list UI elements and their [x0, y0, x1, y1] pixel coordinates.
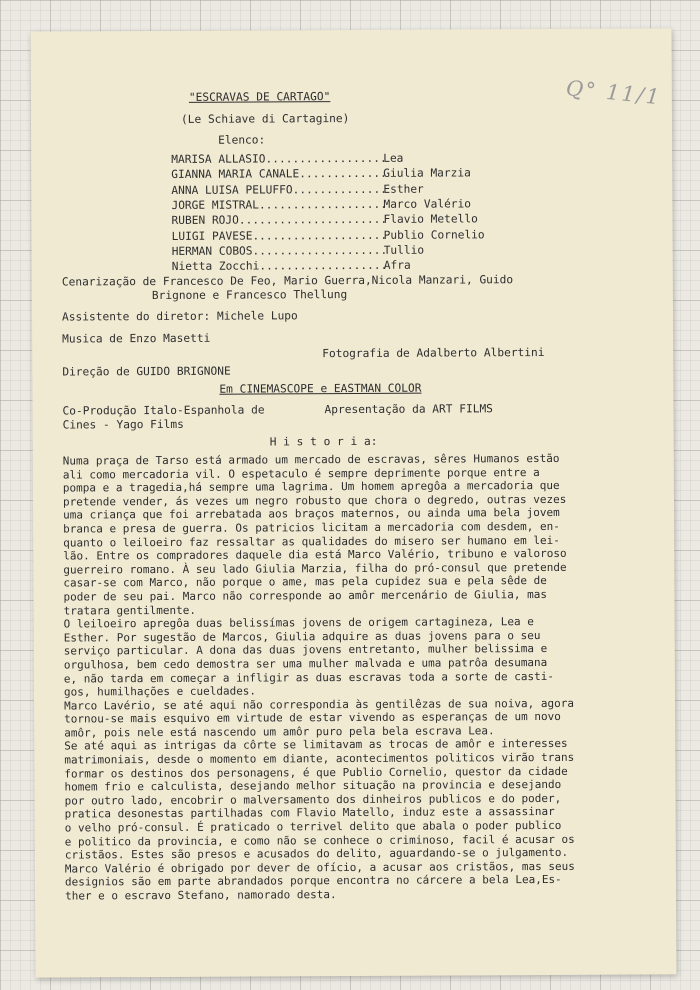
cast-role-name: Esther: [383, 182, 424, 196]
scenario-credit-line-2: Brignone e Francesco Thellung: [151, 288, 348, 303]
story-line: Marco Lavério, se até aqui não correspondia às gentilêzas de sua noiva, agora: [64, 696, 575, 713]
cast-actor-name: JORGE MISTRAL...................: [171, 197, 388, 212]
story-line: ali como mercadoria vil. O espetaculo é sempre deprimente porque entre a: [62, 465, 540, 482]
story-line: designios são em parte abrandados porque encontra no cárcere a bela Lea,Es-: [64, 873, 562, 889]
story-line: quanto o leiloeiro faz ressaltar as qualidades do misero ser humano em lei-: [63, 533, 560, 550]
story-paragraph: [63, 451, 644, 617]
story-line: Se até aqui as intrigas da côrte se limitavam as trocas de amôr e interesses: [64, 737, 568, 753]
scenario-credit-line-1: Cenarização de Francesco De Feo, Mario Guerra,Nicola Manzari, Guido: [61, 273, 514, 289]
typed-document: [31, 28, 677, 977]
story-line: homem frio e calculista, desejando melhor situação na provincia e desejando: [64, 778, 562, 794]
cast-actor-name: LUIGI PAVESE....................: [171, 228, 388, 243]
story-line: matrimoniais, desde o momento em diante, acontecimentos politicos virão trans: [64, 750, 575, 767]
story-line: tratara gentilmente.: [63, 603, 197, 618]
story-paragraph: [64, 696, 644, 740]
coproduction-line-2: Cines - Yago Films: [62, 417, 184, 432]
photography-credit: Fotografia de Adalberto Albertini: [322, 345, 545, 361]
film-title: "ESCRAVAS DE CARTAGO": [188, 90, 331, 104]
story-line: e politico da provincia, e como não se conhece o criminoso, facil é acusar os: [64, 832, 575, 849]
story-text: [63, 451, 645, 903]
cast-heading: Elenco:: [218, 133, 266, 147]
coproduction-line-1: Co-Produção Italo-Espanhola de: [62, 403, 265, 418]
cast-role-name: Marco Valério: [383, 197, 472, 211]
pencil-annotation: Q° 11/1: [564, 75, 663, 110]
story-line: guerreiro romano. À seu lado Giulia Marzia, filha do pró-consul que pretende: [63, 560, 567, 577]
assistant-director-credit: Assistente do diretor: Michele Lupo: [61, 309, 298, 324]
story-line: Esther. Por sugestão de Marcos, Giulia adquire as duas jovens para o seu: [63, 628, 541, 645]
story-line: lão. Entre os compradores daquele dia está Marco Valério, tribuno e valoroso: [63, 547, 567, 563]
story-line: cristãos. Estes são presos e acusados do delito, aguardando-se o julgamento.: [64, 846, 569, 862]
cast-role-name: Afra: [383, 258, 411, 272]
cast-role-name: Lea: [383, 151, 404, 165]
story-line: amôr, pois nele está nascendo um amôr puro pela bela escrava Lea.: [64, 724, 495, 740]
story-line: O leiloeiro apregôa duas belissímas jovens de origem cartagineza, Lea e: [63, 615, 534, 631]
direction-credit: Direção de GUIDO BRIGNONE: [62, 364, 231, 379]
story-line: Marco Valério é obrigado por dever de ofício, a acusar aos cristãos, mas seus: [64, 859, 575, 876]
cast-role-name: Tullio: [383, 243, 425, 257]
story-line: poder de seu pai. Marco não corresponde ao amôr mercenário de Giulia, mas: [63, 587, 547, 604]
cast-actor-name: GIANNA MARIA CANALE.............: [171, 167, 387, 182]
presentation-credit: Apresentação da ART FILMS: [324, 402, 493, 417]
story-line: pratica desonestas partilhadas com Flavio Matello, induz este a assassinar: [64, 805, 555, 821]
story-line: pompa e a tragedia,há sempre uma lagrima. Um homem apregôa a mercadoria que: [62, 479, 560, 495]
story-line: por outro lado, encobrir o malversamento dos dinheiros publicos e do poder,: [64, 791, 562, 808]
story-line: ther e o escravo Stefano, namorado desta.: [65, 888, 337, 903]
story-line: gos, humilhações e cueldades.: [63, 684, 257, 699]
cast-role-name: Giulia Marzia: [383, 166, 471, 181]
format-credit: Em CINEMASCOPE e EASTMAN COLOR: [219, 381, 422, 396]
cast-actor-name: Nietta Zocchi...................: [171, 258, 388, 274]
cast-actor-name: RUBEN ROJO......................: [171, 213, 388, 228]
story-line: Numa praça de Tarso está armado um mercado de escravas, sêres Humanos estão: [62, 451, 560, 468]
film-subtitle: (Le Schiave di Cartagine): [180, 112, 350, 126]
cast-role-name: Publio Cornelio: [383, 227, 485, 242]
cast-actor-name: ANNA LUISA PELUFFO..............: [171, 182, 387, 197]
story-line: formar os destinos dos personagens, é que Publio Cornelio, questor da cidade: [64, 764, 568, 781]
story-line: o velho pró-consul. É praticado o terrivel delito que abala o poder publico: [64, 818, 562, 835]
story-line: uma criança que foi arrebatada aos braços maternos, ou ainda uma bela jovem: [63, 506, 560, 522]
story-line: tornou-se mais esquivo em virtude de estar vivendo as esperanças de um novo: [64, 710, 561, 726]
story-line: orgulhosa, bem cedo demostra ser uma mulher malvada e uma patrôa desumana: [63, 655, 548, 672]
story-line: pretende vender, ás vezes um negro robusto que chora o degredo, outras vezes: [62, 492, 567, 509]
music-credit: Musica de Enzo Masetti: [62, 331, 211, 346]
story-paragraph: [64, 615, 644, 700]
story-line: serviço particular. A dona das duas jovens entretanto, mulher belissima e: [63, 642, 548, 658]
story-paragraph: [64, 737, 645, 862]
story-heading: H i s t o r i a:: [269, 434, 378, 449]
story-line: e, não tarda em começar a infligir as duas escravas toda a sorte de casti-: [63, 669, 555, 686]
story-line: casar-se com Marco, não porque o ame, mas pela cupidez sua e pela sêde de: [63, 574, 547, 590]
story-line: branca e presa de guerra. Os patricios licitam a mercadoria com desdem, en-: [63, 519, 560, 536]
story-paragraph: [65, 859, 645, 903]
cast-actor-name: MARISA ALLASIO..................: [171, 151, 387, 166]
cast-role-name: Flavio Metello: [383, 212, 478, 227]
cast-actor-name: HERMAN COBOS....................: [171, 243, 388, 258]
